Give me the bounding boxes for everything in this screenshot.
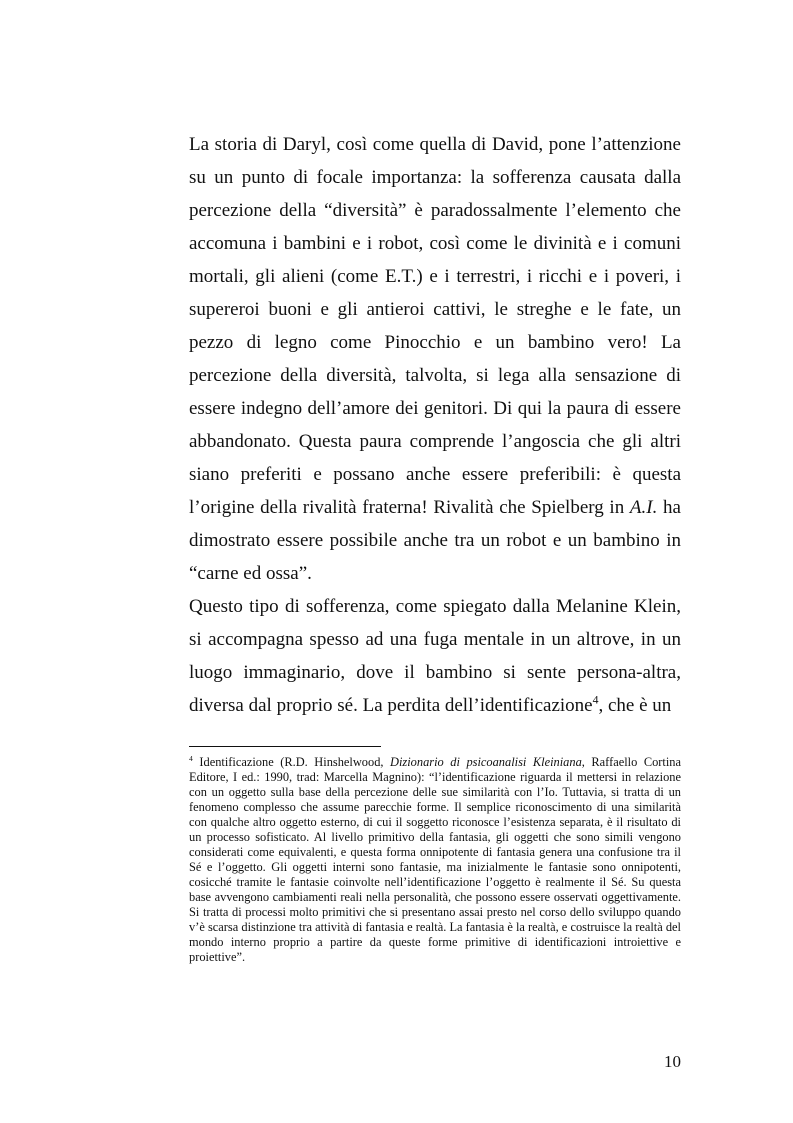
footnote-separator xyxy=(189,746,381,747)
footnote-text-b: , Raffaello Cortina Editore, I ed.: 1990, trad: Marcella Magnino): “l’identificazione riguarda il mettersi in relazione con un oggetto sulla base della percezione delle sue similarità con l’Io. Tuttavia, si tratta di un fenomeno complesso che assume parecchie forme. Il semplice riconoscimento di una similarità con qualche altro oggetto esterno, di cui il soggetto riconosce l’esistenza separata, è il risultato di un processo sofisticato. Al livello primitivo della fantasia, gli oggetti che sono simili vengono considerati come equivalenti, e questa forma onnipotente di fantasia genera una confusione tra il Sé e l’oggetto. Gli oggetti interni sono fantasie, ma inizialmente le fantasie sono onnipotenti, cosicché tramite le fantasie coinvolte nell’identificazione l’oggetto è realmente il Sé. Su questa base avvengono cambiamenti reali nella personalità, che possono essere osservati oggettivamente. Si tratta di processi molto primitivi che si presentano assai presto nel corso dello sviluppo quando v’è scarsa distinzione tra attività di fantasia e realtà. La fantasia è la realtà, e costruisce la realtà del mondo interno proprio a partire da queste forme primitive di identificazioni introiettive e proiettive”. xyxy=(189,755,681,964)
paragraph-2 xyxy=(189,590,681,722)
film-title-ai: A.I. xyxy=(629,497,658,518)
footnote-reference[interactable]: 4 xyxy=(592,693,599,707)
paragraph-1-text-a: La storia di Daryl, così come quella di David, pone l’attenzione su un punto di focale importanza: la sofferenza causata dalla percezione della “diversità” è paradossalmente l’elemento che accomuna i bambini e i robot, così come le divinità e i comuni mortali, gli alieni (come E.T.) e i terrestri, i ricchi e i poveri, i supereroi buoni e gli antieroi cattivi, le streghe e le fate, un pezzo di legno come Pinocchio e un bambino vero! La percezione della diversità, talvolta, si lega alla sensazione di essere indegno dell’amore dei genitori. Di qui la paura di essere abbandonato. Questa paura comprende l’angoscia che gli altri siano preferiti e possano anche essere preferibili: è questa l’origine della rivalità fraterna! Rivalità che Spielberg in xyxy=(189,134,681,518)
paragraph-1 xyxy=(189,128,681,590)
paragraph-2-text-b: , che è un xyxy=(598,695,672,716)
body-text xyxy=(189,128,681,722)
paragraph-2-text-a: Questo tipo di sofferenza, come spiegato dalla Melanine Klein, si accompagna spesso ad una fuga mentale in un altrove, in un luogo immaginario, dove il bambino si sente persona-altra, diversa dal proprio sé. La perdita dell’identificazione xyxy=(189,596,681,716)
footnote-book-title: Dizionario di psicoanalisi Kleiniana xyxy=(390,755,582,769)
footnote-text-a: Identificazione (R.D. Hinshelwood, xyxy=(192,755,391,769)
footnote-marker: 4 xyxy=(189,753,193,763)
page-number: 10 xyxy=(664,1052,681,1071)
footnote-4 xyxy=(189,755,681,965)
paragraph-1-text-b: ha dimostrato essere possibile anche tra un robot e un bambino in “carne ed ossa”. xyxy=(189,497,681,584)
